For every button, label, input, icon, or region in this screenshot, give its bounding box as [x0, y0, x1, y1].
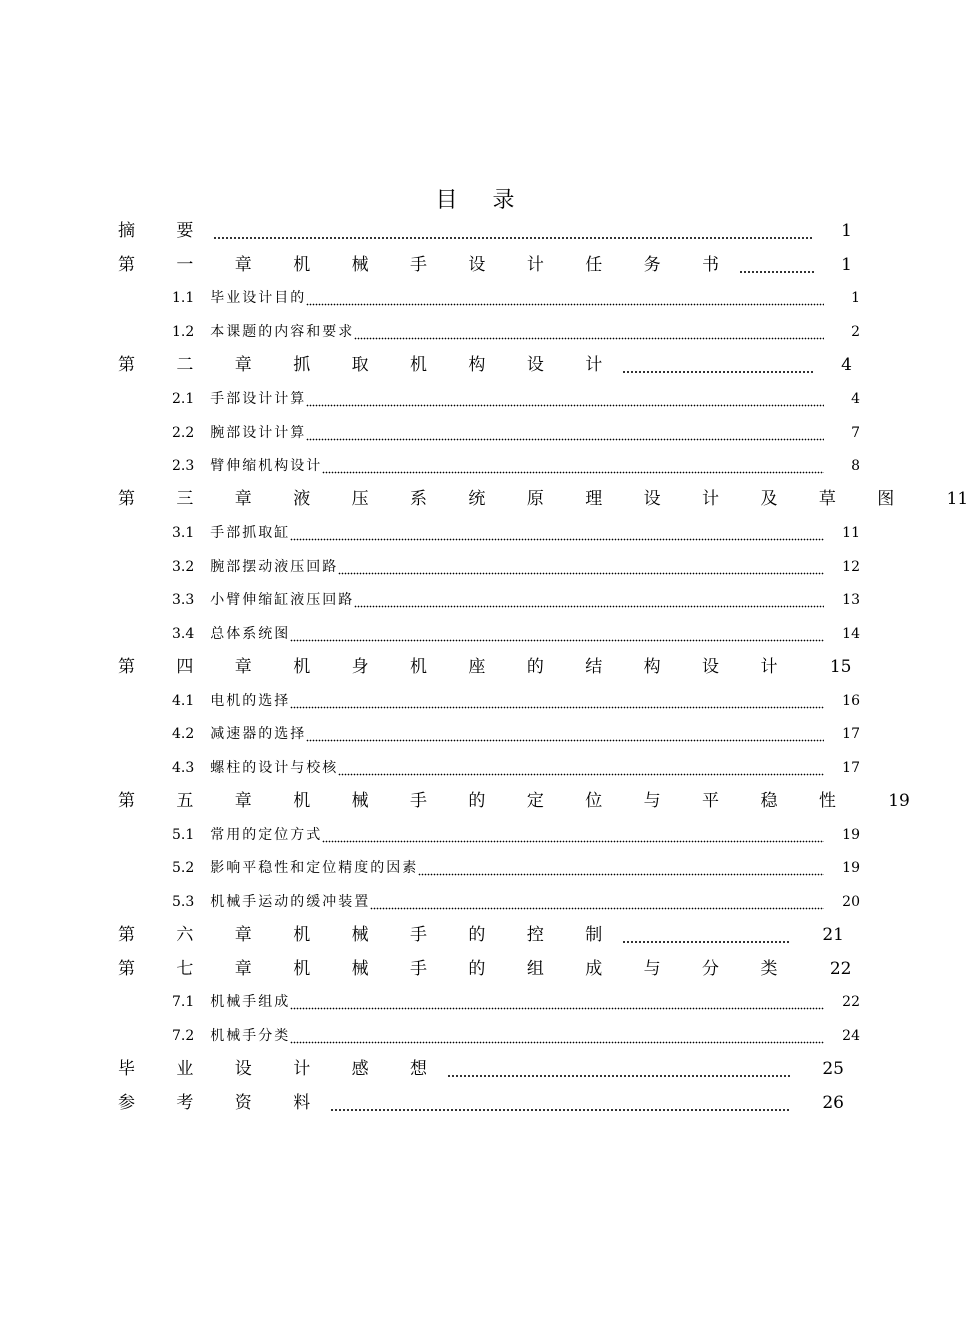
dot-leader — [739, 270, 814, 274]
dot-leader — [338, 773, 824, 776]
toc-entry-chapter-3[interactable] — [118, 487, 968, 511]
toc-entry-page: 22 — [829, 959, 852, 979]
toc-title: 目 录 — [435, 188, 529, 213]
dot-leader — [290, 1007, 824, 1010]
toc-entry-section-4-2[interactable] — [172, 723, 860, 745]
toc-entry-section-3-1[interactable] — [172, 522, 860, 544]
toc-section-number: 3.3 — [172, 592, 195, 608]
dot-leader — [290, 538, 824, 541]
toc-entry-page: 11 — [842, 525, 860, 541]
toc-entry-label: 第 二 章 抓 取 机 构 设 计 — [118, 355, 621, 375]
toc-entry-section-7-2[interactable] — [172, 1025, 860, 1047]
dot-leader — [306, 404, 824, 407]
dot-leader — [354, 605, 824, 608]
toc-entry-label: 第 一 章 机 械 手 设 计 任 务 书 — [118, 255, 738, 275]
dot-leader — [290, 639, 824, 642]
toc-entry-section-3-3[interactable] — [172, 589, 860, 611]
toc-entry-section-2-3[interactable] — [172, 455, 860, 477]
toc-entry-label: 机械手分类 — [210, 1028, 291, 1044]
toc-entry-section-4-3[interactable] — [172, 757, 860, 779]
toc-entry-page: 19 — [842, 860, 860, 876]
toc-entry-page: 1 — [841, 221, 852, 241]
toc-entry-section-7-1[interactable] — [172, 991, 860, 1013]
toc-entry-label: 总体系统图 — [210, 626, 291, 642]
toc-section-number: 2.1 — [172, 391, 195, 407]
toc-section-number: 7.2 — [172, 1028, 195, 1044]
toc-entry-label: 第 五 章 机 械 手 的 定 位 与 平 稳 性 — [118, 791, 854, 811]
toc-entry-section-1-1[interactable] — [172, 287, 860, 309]
toc-entry-label: 腕部摆动液压回路 — [210, 559, 339, 575]
toc-entry-label: 臂伸缩机构设计 — [210, 458, 323, 474]
dot-leader — [622, 940, 790, 944]
toc-entry-label: 第 六 章 机 械 手 的 控 制 — [118, 925, 621, 945]
toc-entry-label: 小臂伸缩缸液压回路 — [210, 592, 355, 608]
toc-entry-page: 17 — [842, 760, 860, 776]
toc-entry-page: 1 — [851, 290, 860, 306]
dot-leader — [306, 303, 824, 306]
dot-leader — [213, 236, 814, 240]
toc-entry-label: 毕 业 设 计 感 想 — [118, 1059, 446, 1079]
toc-entry-label: 常用的定位方式 — [210, 827, 323, 843]
dot-leader — [338, 572, 824, 575]
toc-entry-section-4-1[interactable] — [172, 690, 860, 712]
toc-entry-label: 手部抓取缸 — [210, 525, 291, 541]
toc-entry-label: 第 七 章 机 械 手 的 组 成 与 分 类 — [118, 959, 796, 979]
toc-entry-section-2-1[interactable] — [172, 388, 860, 410]
toc-entry-label: 摘 要 — [118, 221, 212, 241]
dot-leader — [370, 907, 824, 910]
toc-entry-page: 19 — [842, 827, 860, 843]
toc-entry-label: 电机的选择 — [210, 693, 291, 709]
dot-leader — [290, 1041, 824, 1044]
toc-section-number: 5.1 — [172, 827, 195, 843]
toc-entry-label: 机械手运动的缓冲装置 — [210, 894, 371, 910]
toc-entry-label: 本课题的内容和要求 — [210, 324, 355, 340]
toc-entry-label: 第 三 章 液 压 系 统 原 理 设 计 及 草 图 — [118, 489, 913, 509]
toc-entry-section-5-1[interactable] — [172, 824, 860, 846]
toc-section-number: 3.2 — [172, 559, 195, 575]
dot-leader — [447, 1074, 790, 1078]
toc-entry-page: 16 — [842, 693, 860, 709]
toc-entry-page: 24 — [842, 1028, 860, 1044]
dot-leader — [330, 1108, 790, 1112]
toc-entry-page: 13 — [842, 592, 860, 608]
toc-entry-section-5-3[interactable] — [172, 891, 860, 913]
toc-entry-page: 14 — [842, 626, 860, 642]
toc-section-number: 3.4 — [172, 626, 195, 642]
toc-entry-page: 4 — [841, 355, 852, 375]
toc-entry-page: 21 — [822, 925, 844, 945]
toc-section-number: 4.2 — [172, 726, 195, 742]
toc-entry-section-3-2[interactable] — [172, 556, 860, 578]
toc-entry-page: 1 — [841, 255, 852, 275]
toc-section-number: 1.1 — [172, 290, 195, 306]
toc-entry-page: 15 — [829, 657, 852, 677]
toc-entry-label: 第 四 章 机 身 机 座 的 结 构 设 计 — [118, 657, 796, 677]
dot-leader — [290, 706, 824, 709]
toc-entry-chapter-6[interactable] — [118, 923, 844, 947]
toc-entry-page: 8 — [851, 458, 860, 474]
toc-entry-label: 手部设计计算 — [210, 391, 307, 407]
toc-entry-page: 26 — [822, 1093, 844, 1113]
toc-section-number: 3.1 — [172, 525, 195, 541]
toc-entry-graduation-thoughts[interactable] — [118, 1057, 844, 1081]
toc-entry-section-1-2[interactable] — [172, 321, 860, 343]
toc-entry-page: 2 — [851, 324, 860, 340]
toc-entry-page: 17 — [842, 726, 860, 742]
toc-section-number: 4.3 — [172, 760, 195, 776]
toc-entry-page: 4 — [851, 391, 860, 407]
toc-entry-section-5-2[interactable] — [172, 857, 860, 879]
toc-section-number: 5.3 — [172, 894, 195, 910]
dot-leader — [354, 337, 824, 340]
dot-leader — [322, 840, 824, 843]
toc-section-number: 5.2 — [172, 860, 195, 876]
toc-section-number: 2.3 — [172, 458, 195, 474]
toc-entry-chapter-4[interactable] — [118, 655, 852, 679]
toc-entry-label: 影响平稳性和定位精度的因素 — [210, 860, 419, 876]
toc-entry-label: 减速器的选择 — [210, 726, 307, 742]
toc-entry-page: 22 — [842, 994, 860, 1010]
toc-entry-chapter-2[interactable] — [118, 353, 852, 377]
toc-section-number: 4.1 — [172, 693, 195, 709]
toc-entry-chapter-1[interactable] — [118, 253, 852, 277]
toc-section-number: 7.1 — [172, 994, 195, 1010]
toc-entry-section-3-4[interactable] — [172, 623, 860, 645]
toc-entry-page: 11 — [946, 489, 968, 509]
dot-leader — [306, 739, 824, 742]
toc-entry-label: 机械手组成 — [210, 994, 291, 1010]
toc-section-number: 2.2 — [172, 425, 195, 441]
dot-leader — [418, 873, 824, 876]
toc-entry-label: 螺柱的设计与校核 — [210, 760, 339, 776]
toc-entry-page: 25 — [822, 1059, 844, 1079]
toc-entry-page: 7 — [851, 425, 860, 441]
toc-entry-page: 20 — [842, 894, 860, 910]
toc-entry-abstract[interactable] — [118, 219, 852, 243]
dot-leader — [306, 438, 824, 441]
toc-section-number: 1.2 — [172, 324, 195, 340]
dot-leader — [622, 370, 814, 374]
dot-leader — [322, 471, 824, 474]
toc-entry-label: 腕部设计计算 — [210, 425, 307, 441]
toc-entry-label: 毕业设计目的 — [210, 290, 307, 306]
toc-entry-page: 19 — [888, 791, 910, 811]
toc-entry-page: 12 — [842, 559, 860, 575]
toc-entry-references[interactable] — [118, 1091, 844, 1115]
toc-entry-label: 参 考 资 料 — [118, 1093, 329, 1113]
toc-entry-chapter-5[interactable] — [118, 789, 910, 813]
toc-entry-section-2-2[interactable] — [172, 422, 860, 444]
toc-entry-chapter-7[interactable] — [118, 957, 852, 981]
